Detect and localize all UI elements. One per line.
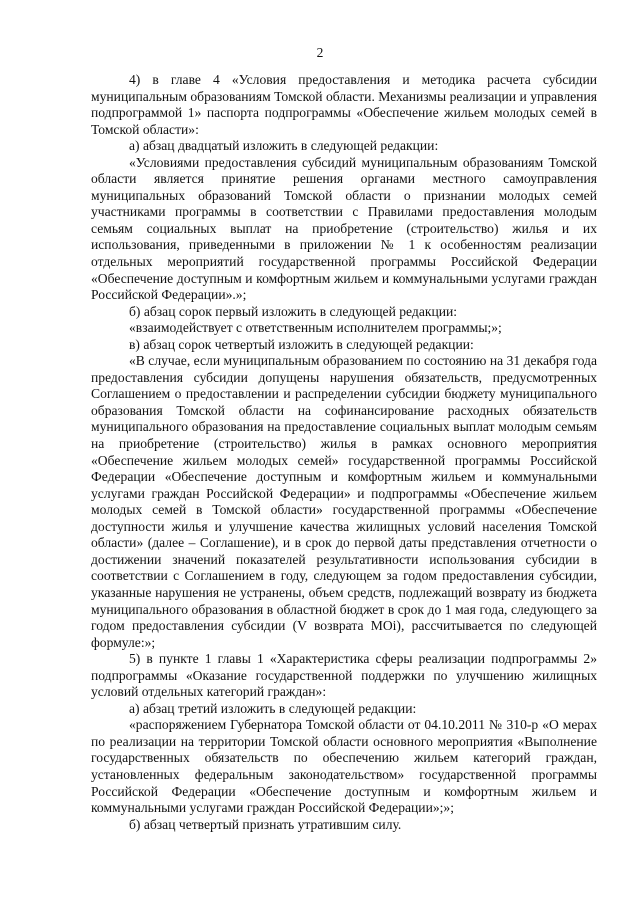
paragraph-subitem-a-2: а) абзац третий изложить в следующей редакции:	[129, 700, 417, 716]
paragraph-subitem-b-2: б) абзац четвертый признать утратившим силу.	[129, 816, 402, 832]
paragraph-subitem-v: в) абзац сорок четвертый изложить в следующей редакции:	[129, 336, 474, 352]
paragraph-item-4: 4) в главе 4 «Условия предоставления и методика расчета субсидии муниципальным образованиям Томской области. Механизмы реализации и управления подпрограммой 1» паспорта подпрограммы «Обеспечение жильем молодых семей в Томской области»:	[91, 72, 597, 137]
paragraph-subitem-b: б) абзац сорок первый изложить в следующей редакции:	[129, 303, 458, 319]
paragraph-item-5: 5) в пункте 1 главы 1 «Характеристика сферы реализации подпрограммы 2» подпрограммы «Оказание государственной поддержки по улучшению жилищных условий отдельных категорий граждан»:	[91, 651, 597, 700]
page-number: 2	[316, 45, 324, 60]
document-body	[91, 72, 597, 833]
paragraph-subitem-a: а) абзац двадцатый изложить в следующей редакции:	[129, 138, 439, 154]
paragraph-quote-conditions: «Условиями предоставления субсидий муниципальным образованиям Томской области является принятие решения органами местного самоуправления муниципальных образований Томской области о признании молодых семей участниками программы в соответствии с Правилами предоставления молодым семьям социальных выплат на приобретение (строительство) жилья и их использования, приведенными в приложении № 1 к особенностям реализации отдельных мероприятий государственной программы Российской Федерации «Обеспечение доступным и комфортным жильем и коммунальными услугами граждан Российской Федерации».»;	[91, 154, 597, 303]
paragraph-quote-order: «распоряжением Губернатора Томской области от 04.10.2011 № 310-р «О мерах по реализации на территории Томской области основного мероприятия «Выполнение государственных обязательств по обеспечению жильем категорий граждан, установленных федеральным законодательством» государственной программы Российской Федерации «Обеспечение доступным и комфортным жильем и коммунальными услугами граждан Российской Федерации»;»;	[91, 717, 597, 816]
paragraph-quote-interacts: «взаимодействует с ответственным исполнителем программы;»;	[129, 320, 502, 336]
paragraph-quote-violation: «В случае, если муниципальным образованием по состоянию на 31 декабря года предоставления субсидии допущены нарушения обязательств, предусмотренных Соглашением о предоставлении и распределении субсидии бюджету муниципального образования Томской области на софинансирование расходных обязательств муниципального образования на предоставление социальных выплат молодым семьям на приобретение (строительство) жилья в рамках основного мероприятия «Обеспечение жильем молодых семей» государственной программы Российской Федерации «Обеспечение доступным и комфортным жильем и коммунальными услугами граждан Российской Федерации» и подпрограммы «Обеспечение жильем молодых семей в Томской области» государственной программы «Обеспечение доступности жилья и улучшение качества жилищных условий населения Томской области» (далее – Соглашение), и в срок до первой даты представления отчетности о достижении значений показателей результативности использования субсидии в соответствии с Соглашением в году, следующем за годом предоставления субсидии, указанные нарушения не устранены, объем средств, подлежащий возврату из бюджета муниципального образования в областной бюджет в срок до 1 мая года, следующего за годом предоставления субсидии (V возврата МОi), рассчитывается по следующей формуле:»;	[91, 353, 597, 650]
